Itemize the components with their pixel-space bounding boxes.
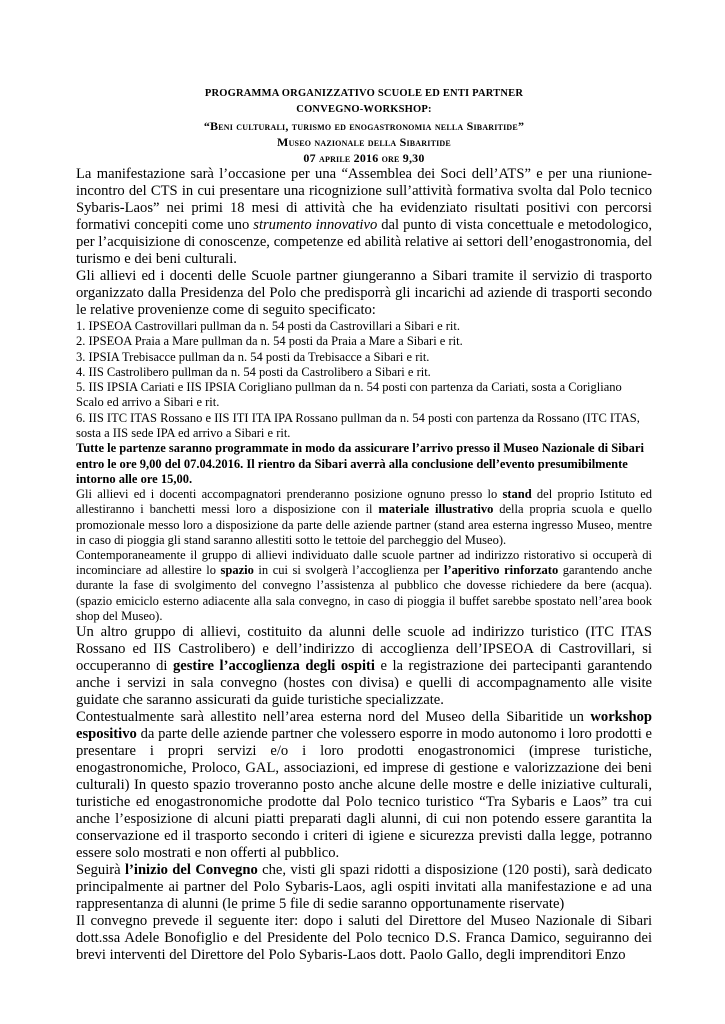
list-item: 1. IPSEOA Castrovillari pullman da n. 54 posti da Castrovillari a Sibari e rit. [76, 319, 460, 333]
paragraph-workshop-bold: workshop espositivo [76, 709, 652, 743]
paragraph-stands-text-a: Gli allievi ed i docenti accompagnatori prenderanno posizione ognuno presso lo [76, 487, 503, 502]
doc-title-line3: “Beni culturali, turismo ed enogastronomia nella Sibaritide” [203, 119, 525, 133]
paragraph-accoglienza-bold: gestire l’accoglienza degli ospiti [172, 658, 375, 675]
paragraph-aperitivo [76, 548, 652, 624]
paragraph-workshop [76, 709, 652, 862]
list-item: 6. IIS ITC ITAS Rossano e IIS ITI ITA IPA Rossano pullman da n. 54 posti con partenza da Rossano (ITC ITAS, sosta a IIS sede IPA ed arrivo a Sibari e rit. [76, 410, 640, 441]
paragraph-stands-text-c: del proprio Istituto ed allestiranno i banchetti messi loro a disposizione con il [76, 487, 652, 517]
paragraph-stands-bold-2: materiale illustrativo [378, 502, 494, 517]
paragraph-convegno-text-a: Seguirà [76, 862, 125, 879]
paragraph-intro-text-a: La manifestazione sarà l’occasione per una “Assemblea dei Soci dell’ATS” e per una riunione-incontro del CTS in cui presentare una ricognizione sull’attività formativa svolta dal Polo tecnico Sybaris-Laos” nei primi 18 mesi di attività che ha evidenziato risultati positivi con percorsi formativi concepiti come uno [76, 166, 652, 233]
paragraph-accoglienza [76, 624, 652, 709]
paragraph-convegno-text-c: che, visti gli spazi ridotti a disposizione (120 posti), sarà dedicato principalmente ai partner del Polo Sybaris-Laos, agli ospiti invitati alla manifestazione e ad una rappresentanza di alunni (le prime 5 file di sedie saranno opportunamente riservate) [76, 862, 653, 913]
paragraph-convegno-bold: l’inizio del Convegno [124, 862, 258, 879]
paragraph-aperitivo-bold-2: l’aperitivo rinforzato [443, 563, 559, 578]
paragraph-aperitivo-bold-1: spazio [220, 563, 254, 578]
paragraph-aperitivo-text-a: Contemporaneamente il gruppo di allievi individuato dalle scuole partner ad indirizzo ristorativo si occuperà di incominciare ad allestire lo [76, 548, 652, 578]
paragraph-intro-emphasis: strumento innovativo [253, 217, 378, 233]
paragraph-accoglienza-text-a: Un altro gruppo di allievi, costituito da alunni delle scuole ad indirizzo turistico (ITC ITAS Rossano ed IIS Castrolibero) e dell’indirizzo di accoglienza dell’IPSEOA di Castrovillari, si occuperanno di [76, 624, 652, 675]
paragraph-intro-text-b: dal punto di vista concettuale e metodologico, per l’acquisizione di conoscenze, competenze ed abilità relative ai settori dell’enogastronomia, del turismo e dei beni culturali. [76, 217, 652, 267]
list-item: 2. IPSEOA Praia a Mare pullman da n. 54 posti da Praia a Mare a Sibari e rit. [76, 334, 463, 349]
paragraph-aperitivo-text-d: garantendo anche durante la fase di svolgimento del convegno l’assistenza al pubblico che dovesse richiedere da bere (acqua). (spazio emiciclo esterno adiacente alla sala convegno, in caso di pioggia il buffet sarebbe spostato nell’area book shop del Museo). [76, 563, 652, 623]
paragraph-aperitivo-text-c: in cui si svolgerà l’accoglienza per [253, 563, 444, 578]
list-item: 3. IPSIA Trebisacce pullman da n. 54 posti da Trebisacce a Sibari e rit. [76, 349, 430, 364]
list-item: 5. IIS IPSIA Cariati e IIS IPSIA Corigliano pullman da n. 54 posti con partenza da Cariati, sosta a Corigliano Scalo ed arrivo a Sibari e rit. [76, 380, 622, 410]
list-item: 4. IIS Castrolibero pullman da n. 54 posti da Castrolibero a Sibari e rit. [76, 364, 431, 379]
doc-title-line4: Museo nazionale della Sibaritide [277, 135, 451, 149]
paragraph-workshop-text-a: Contestualmente sarà allestito nell’area esterna nord del Museo della Sibaritide un [76, 709, 591, 726]
document-page [76, 86, 652, 964]
paragraph-iter: Il convegno prevede il seguente iter: dopo i saluti del Direttore del Museo Nazionale di Sibari dott.ssa Adele Bonofiglio e del Presidente del Polo tecnico D.S. Franca Damico, seguiranno dei brevi interventi del Direttore del Polo Sybaris-Laos dott. Paolo Gallo, degli imprenditori Enzo [76, 913, 652, 964]
doc-title-line1: PROGRAMMA ORGANIZZATIVO SCUOLE ED ENTI PARTNER [204, 88, 524, 99]
doc-title-line5: 07 aprile 2016 ore 9,30 [303, 151, 425, 165]
doc-title-line2: CONVEGNO-WORKSHOP: [296, 104, 432, 115]
paragraph-intro [76, 166, 652, 268]
paragraph-accoglienza-text-c: e la registrazione dei partecipanti garantendo anche i servizi in sala convegno (hostes con divisa) e quelli di accompagnamento alle visite guidate che saranno assicurati da guide turistiche specializzate. [76, 658, 652, 709]
bold-notice: Tutte le partenze saranno programmate in modo da assicurare l’arrivo presso il Museo Nazionale di Sibari entro le ore 9,00 del 07.04.2016. Il rientro da Sibari averrà alla conclusione dell’evento presumibilmente intorno alle ore 15,00. [76, 441, 644, 486]
paragraph-transport: Gli allievi ed i docenti delle Scuole partner giungeranno a Sibari tramite il servizio di trasporto organizzato dalla Presidenza del Polo che predisporrà gli incarichi ad aziende di trasporti secondo le relative provenienze come di seguito specificato: [76, 268, 652, 318]
paragraph-workshop-text-c: da parte delle aziende partner che volessero esporre in modo autonomo i loro prodotti e presentare i propri servizi e/o i loro prodotti enogastronomici (imprese turistiche, enogastronomiche, Proloco, GAL, associazioni, ed imprese di gestione e valorizzazione dei beni culturali) In questo spazio troveranno posto anche alcune delle mostre e delle iniziative culturali, turistiche ed enogastronomiche prodotte dal Polo tecnico turistico “Tra Sybaris e Laos” tra cui anche l’esposizione di alcuni piatti preparati dagli alunni, di cui non potendo essere garantita la conservazione ed il trasporto secondo i criteri di igiene e sicurezza previsti dalla legge, potranno essere solo mostrati e non offerti al pubblico. [76, 726, 652, 862]
paragraph-stands [76, 487, 652, 548]
paragraph-stands-bold-1: stand [502, 487, 532, 502]
transport-list [76, 319, 652, 441]
paragraph-convegno [76, 862, 652, 913]
paragraph-stands-text-d: della propria scuola e quello promozionale messo loro a disposizione da parte delle aziende partner (stand area esterna ingresso Museo, mentre in caso di pioggia gli stand saranno allestiti sotto le tettoie del parcheggio del Museo). [76, 502, 652, 547]
